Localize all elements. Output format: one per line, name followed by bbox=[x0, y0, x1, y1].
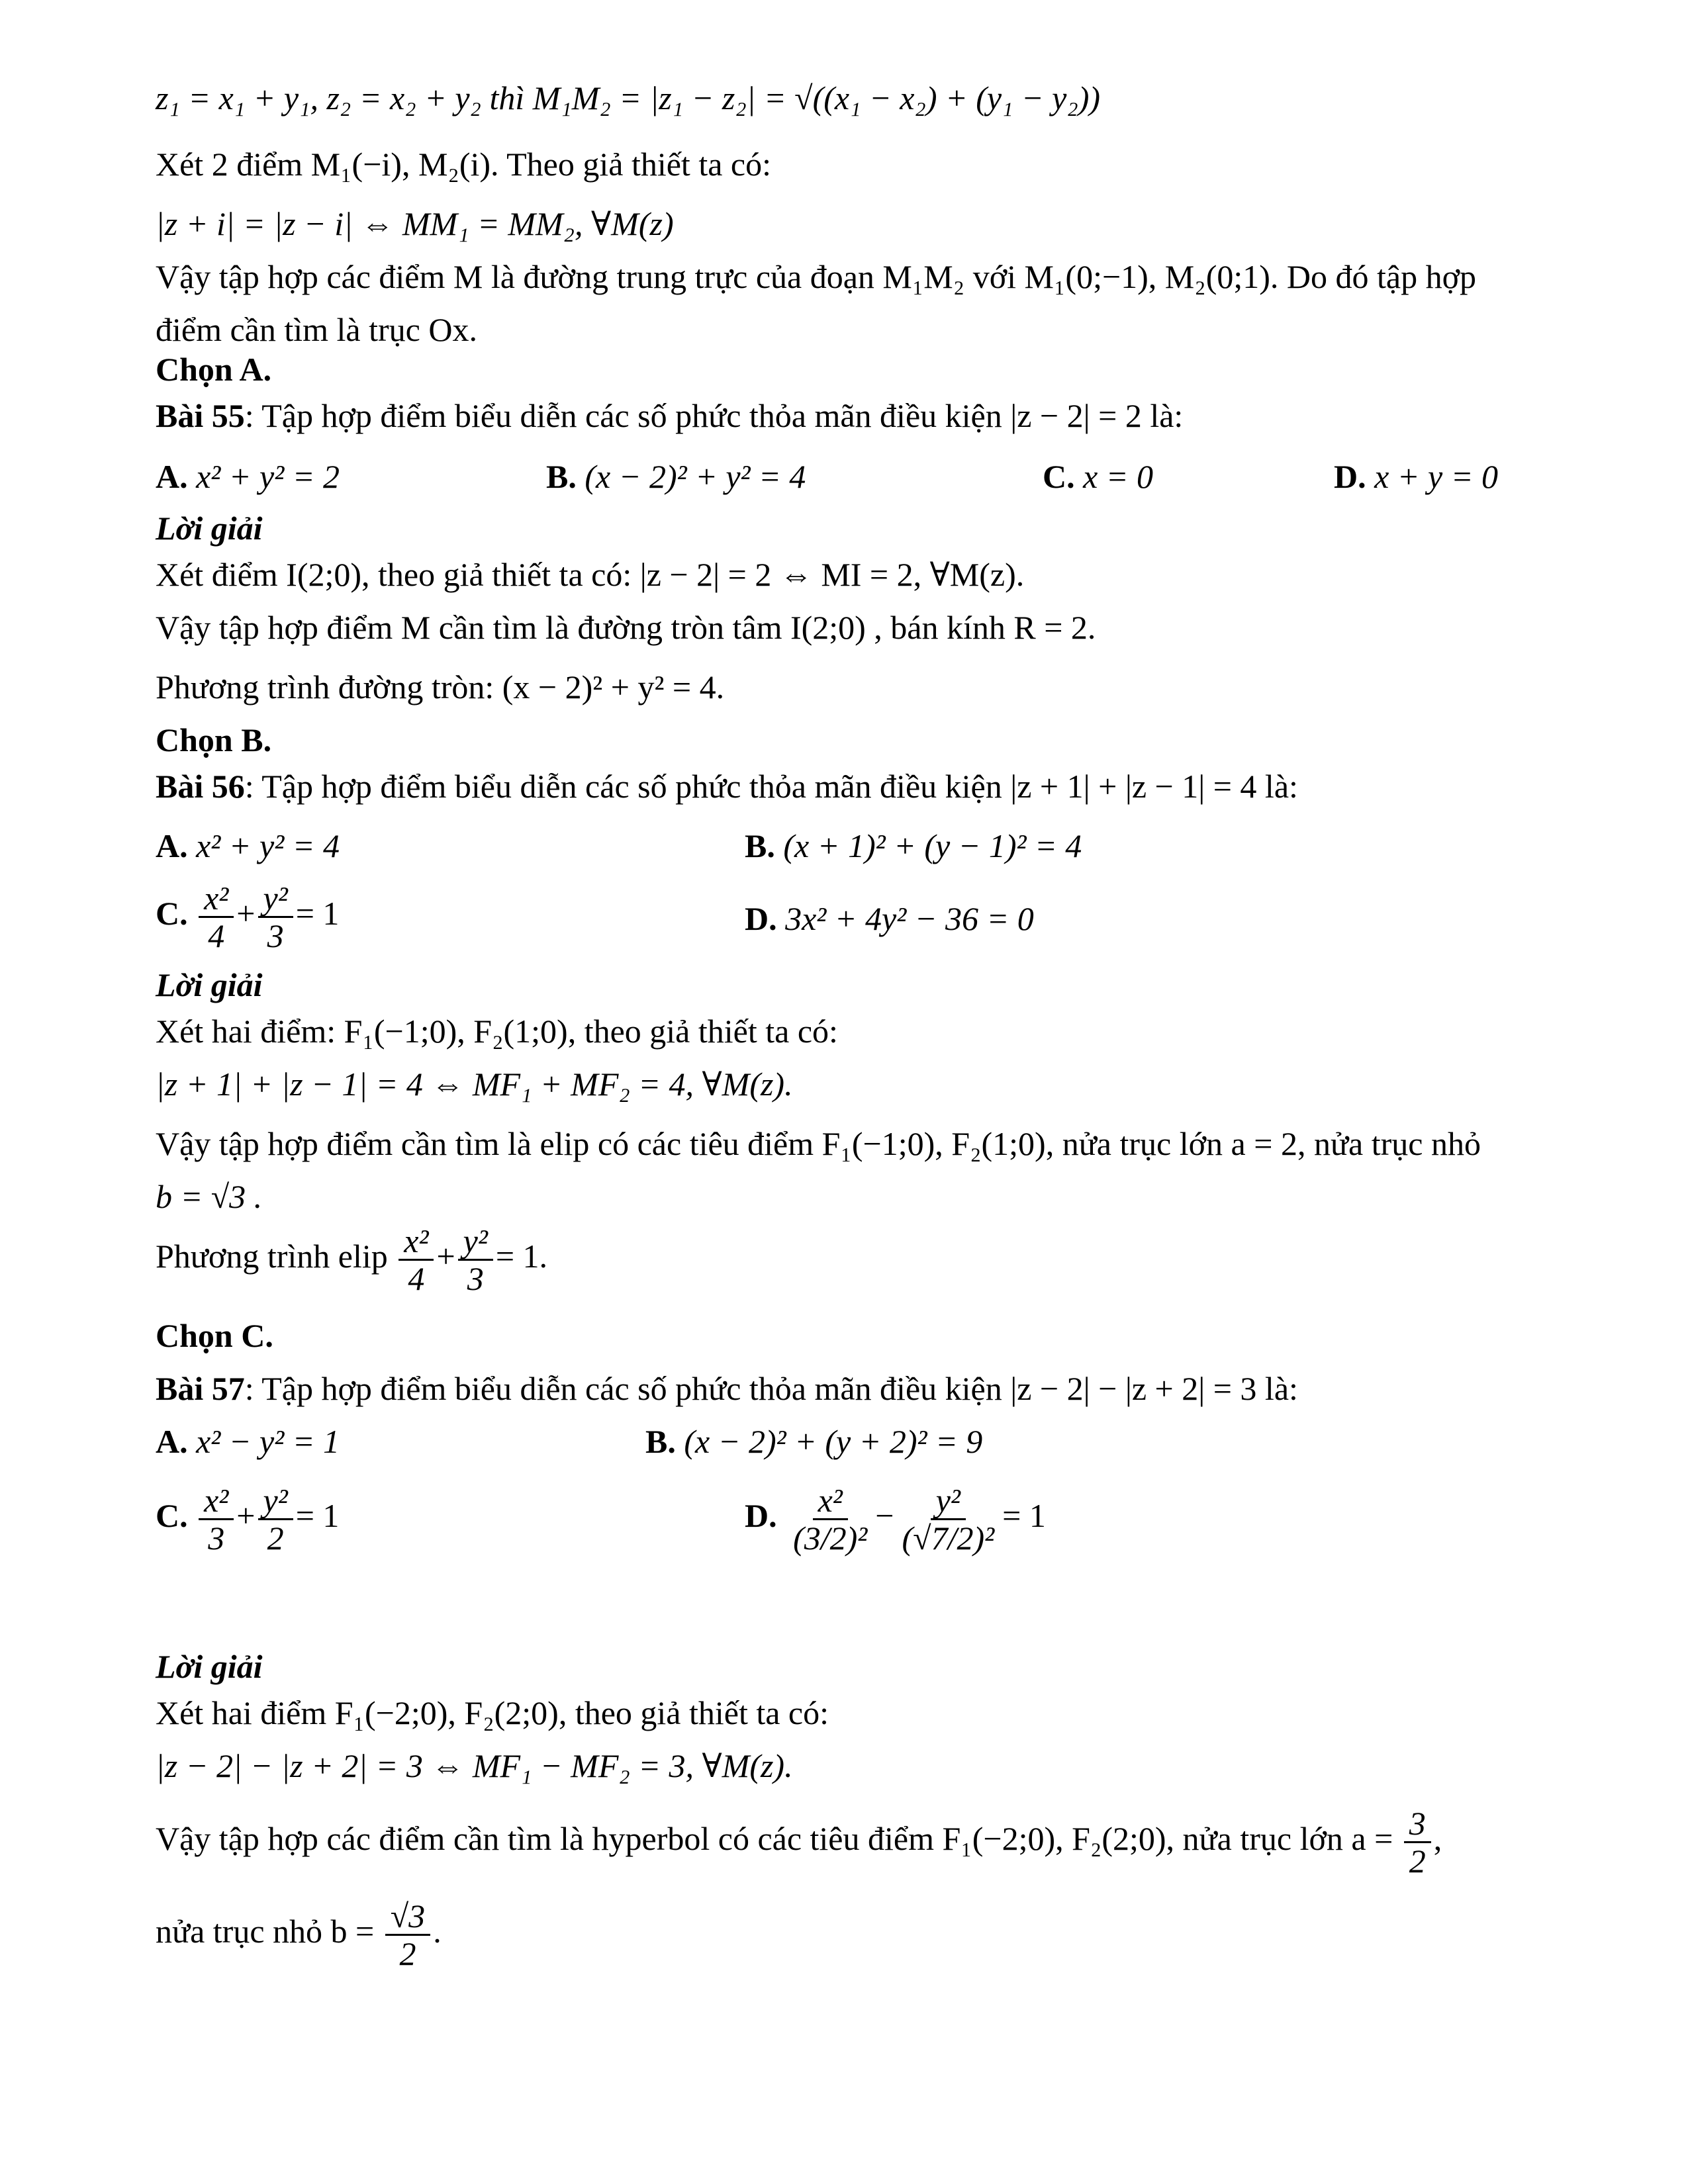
option-a: A. x² + y² = 2 bbox=[156, 458, 340, 495]
option-d: D. 3x² + 4y² − 36 = 0 bbox=[745, 900, 1034, 937]
fraction: $\frac{\text{y²}}{3}$ bbox=[458, 1223, 493, 1297]
problem-text: : Tập hợp điểm biểu diễn các số phức thỏa mãn điều kiện |z + 1| + |z − 1| = 4 là: bbox=[244, 768, 1298, 805]
text-line: b = √3 . bbox=[156, 1178, 263, 1215]
text-line: Xét điểm I(2;0), theo giả thiết ta có: |z − 2| = 2 ⇔ MI = 2, ∀M(z). bbox=[156, 556, 1025, 593]
problem-label: Bài 57 bbox=[156, 1370, 245, 1407]
option-c: C. $\frac{\text{x²}}{4}$ + $\frac{\text{y²}}{3}$ = 1 bbox=[156, 880, 340, 954]
fraction: $\frac{\text{y²}}{2}$ bbox=[258, 1482, 293, 1556]
fraction: $\frac{\text{x²}}{4}$ bbox=[399, 1223, 434, 1297]
fraction: $\frac{\text{y²}}{3}$ bbox=[258, 880, 293, 954]
text-line: Vậy tập hợp điểm cần tìm là elip có các tiêu điểm F₁(−1;0), F₂(1;0), nửa trục lớn a = 2, nửa trục nhỏ bbox=[156, 1125, 1481, 1162]
solution-heading: Lời giải bbox=[156, 966, 263, 1003]
formula-line: |z + i| = |z − i| ⇔ MM₁ = MM₂, ∀M(z) bbox=[156, 205, 674, 242]
text-line: Xét 2 điểm M₁(−i), M₂(i). Theo giả thiết ta có: bbox=[156, 146, 771, 183]
problem-text: : Tập hợp điểm biểu diễn các số phức thỏa mãn điều kiện |z − 2| = 2 là: bbox=[244, 397, 1184, 434]
option-d: D. $\frac{\text{x²}}{\text{(3/2)²}}$ − $\frac{\text{y²}}{\text{(√7/2)²}}$ = 1 bbox=[745, 1482, 1046, 1557]
problem-text: : Tập hợp điểm biểu diễn các số phức thỏa mãn điều kiện |z − 2| − |z + 2| = 3 là: bbox=[244, 1370, 1298, 1407]
text-line: điểm cần tìm là trục Ox. bbox=[156, 311, 477, 348]
fraction: $\frac{\text{x²}}{4}$ bbox=[199, 880, 234, 954]
option-a: A. x² + y² = 4 bbox=[156, 827, 340, 864]
option-b: B. (x + 1)² + (y − 1)² = 4 bbox=[745, 827, 1082, 864]
text-line: Vậy tập hợp các điểm M là đường trung trực của đoạn M₁M₂ với M₁(0;−1), M₂(0;1). Do đó tập hợp bbox=[156, 258, 1477, 295]
option-d: D. x + y = 0 bbox=[1334, 458, 1498, 495]
formula-distance: z₁ = x₁ + y₁, z₂ = x₂ + y₂ thì M₁M₂ = |z₁ − z₂| = √((x₁ − x₂) + (y₁ − y₂)) bbox=[156, 79, 1101, 116]
text-line: Xét hai điểm: F₁(−1;0), F₂(1;0), theo giả thiết ta có: bbox=[156, 1013, 838, 1050]
answer-choice-heading: Chọn C. bbox=[156, 1317, 273, 1354]
problem-label: Bài 56 bbox=[156, 768, 245, 805]
text-line: Vậy tập hợp điểm M cần tìm là đường tròn tâm I(2;0) , bán kính R = 2. bbox=[156, 609, 1096, 646]
fraction: $\frac{3}{2}$ bbox=[1404, 1805, 1431, 1879]
problem-56-heading bbox=[156, 766, 1298, 806]
text-line: Xét hai điểm F₁(−2;0), F₂(2;0), theo giả thiết ta có: bbox=[156, 1694, 829, 1731]
formula-line: |z − 2| − |z + 2| = 3 ⇔ MF₁ − MF₂ = 3, ∀M(z). bbox=[156, 1747, 793, 1784]
fraction: $\frac{√3}{2}$ bbox=[385, 1898, 430, 1972]
solution-heading: Lời giải bbox=[156, 510, 263, 547]
solution-heading: Lời giải bbox=[156, 1648, 263, 1685]
option-a: A. x² − y² = 1 bbox=[156, 1423, 340, 1460]
problem-label: Bài 55 bbox=[156, 397, 245, 434]
problem-55-heading bbox=[156, 396, 1183, 435]
problem-57-heading bbox=[156, 1369, 1298, 1408]
fraction: $\frac{\text{x²}}{\text{(3/2)²}}$ bbox=[793, 1482, 868, 1557]
text-line: Vậy tập hợp các điểm cần tìm là hyperbol có các tiêu điểm F₁(−2;0), F₂(2;0), nửa trục lớn a = $\frac{3}{2}$ , bbox=[156, 1805, 1442, 1880]
answer-choice-heading: Chọn B. bbox=[156, 721, 272, 758]
fraction: $\frac{\text{y²}}{\text{(√7/2)²}}$ bbox=[902, 1482, 995, 1557]
option-c: C. x = 0 bbox=[1043, 458, 1154, 495]
text-line: Phương trình elip $\frac{\text{x²}}{4}$ + $\frac{\text{y²}}{3}$ = 1. bbox=[156, 1222, 548, 1297]
answer-choice-heading: Chọn A. bbox=[156, 351, 272, 388]
option-b: B. (x − 2)² + y² = 4 bbox=[546, 458, 806, 495]
text-line: nửa trục nhỏ b = $\frac{√3}{2}$ . bbox=[156, 1897, 442, 1972]
formula-line: |z + 1| + |z − 1| = 4 ⇔ MF₁ + MF₂ = 4, ∀M(z). bbox=[156, 1066, 793, 1103]
option-b: B. (x − 2)² + (y + 2)² = 9 bbox=[645, 1423, 983, 1460]
fraction: $\frac{\text{x²}}{3}$ bbox=[199, 1482, 234, 1556]
option-c: C. $\frac{\text{x²}}{3}$ + $\frac{\text{y²}}{2}$ = 1 bbox=[156, 1482, 340, 1557]
text-line: Phương trình đường tròn: (x − 2)² + y² = 4. bbox=[156, 668, 725, 705]
